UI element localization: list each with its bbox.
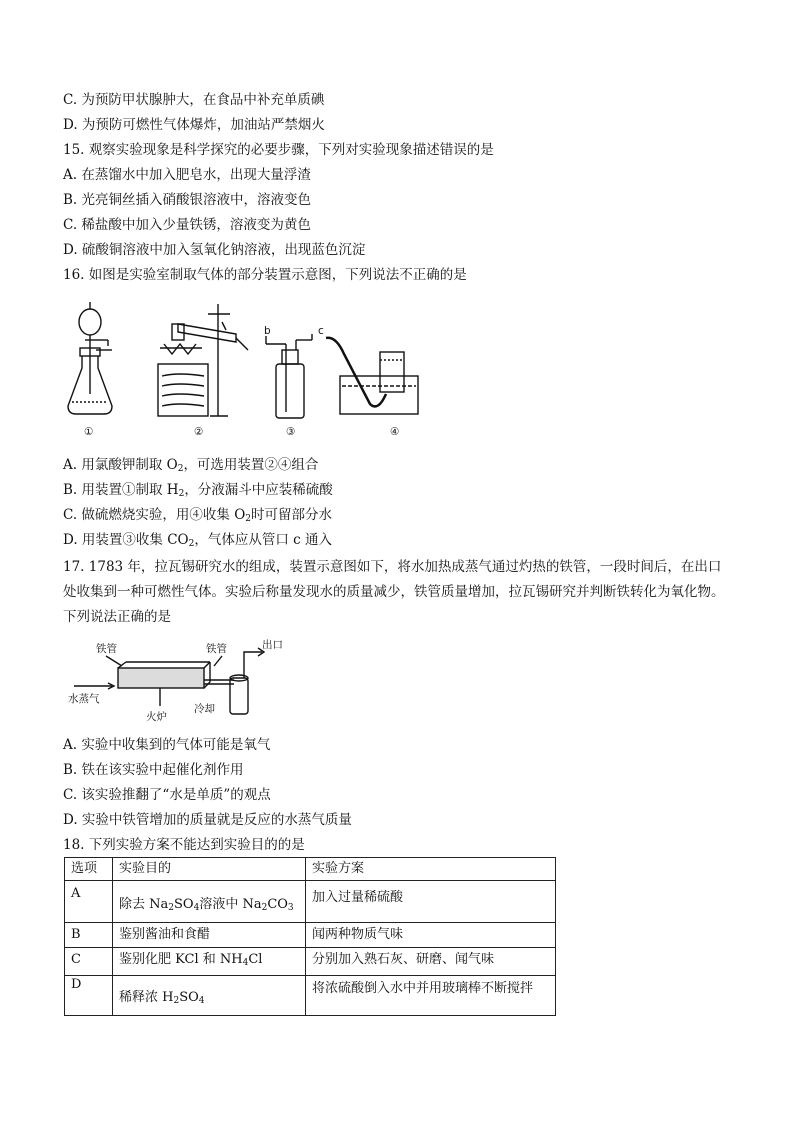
cell-option: A	[65, 881, 113, 923]
label-outlet: 出口	[262, 639, 283, 651]
table-row	[65, 923, 556, 948]
header-plan: 实验方案	[306, 858, 556, 881]
q15-option-b: B. 光亮铜丝插入硝酸银溶液中，溶液变色	[63, 192, 312, 208]
q15-option-d: D. 硫酸铜溶液中加入氢氧化钠溶液，出现蓝色沉淀	[63, 242, 366, 258]
cell-plan: 将浓硫酸倒入水中并用玻璃棒不断搅拌	[306, 976, 556, 1016]
q16-option-d: D. 用装置③收集 $CO_2$，气体应从管口 c 通入	[63, 532, 333, 549]
figure-label-3: ③	[286, 426, 296, 438]
cell-plan: 闻两种物质气味	[306, 923, 556, 948]
cell-purpose: 鉴别化肥 KCl 和 $NH_4Cl$	[113, 948, 306, 976]
apparatus-2-heating-tube	[158, 304, 248, 416]
label-steam: 水蒸气	[68, 693, 100, 705]
pipe-label-b: b	[264, 325, 271, 337]
header-purpose: 实验目的	[113, 858, 306, 881]
q15-option-a: A. 在蒸馏水中加入肥皂水，出现大量浮渣	[63, 167, 311, 183]
cell-purpose: 鉴别酱油和食醋	[113, 923, 306, 948]
figure-label-2: ②	[194, 426, 204, 438]
q16-option-c: C. 做硫燃烧实验，用④收集 $O_2$时可留部分水	[63, 507, 333, 524]
q17-option-d: D. 实验中铁管增加的质量就是反应的水蒸气质量	[63, 812, 352, 828]
q17-option-c: C. 该实验推翻了“水是单质”的观点	[63, 787, 271, 803]
q16-apparatus-figure	[60, 294, 420, 444]
cell-purpose: 稀释浓 $H_2SO_4$	[113, 976, 306, 1016]
label-iron-pipe-right: 铁管	[206, 643, 227, 655]
q17-lavoisier-figure	[66, 636, 306, 728]
q16-option-a: A. 用氯酸钾制取 $O_2$，可选用装置②④组合	[63, 457, 319, 474]
pipe-label-c: c	[318, 325, 324, 337]
apparatus-4-water-trough	[326, 338, 418, 414]
cell-purpose: 除去 $Na_2SO_4$溶液中 $Na_2CO_3$	[113, 881, 306, 923]
label-cooling: 冷却	[194, 703, 215, 715]
cell-option: B	[65, 923, 113, 948]
q14-option-c: C. 为预防甲状腺肿大，在食品中补充单质碘	[63, 92, 325, 108]
q15-stem: 15. 观察实验现象是科学探究的必要步骤，下列对实验现象描述错误的是	[63, 142, 494, 158]
cell-plan: 加入过量稀硫酸	[306, 881, 556, 923]
apparatus-3-wash-bottle	[266, 334, 312, 418]
table-row	[65, 948, 556, 976]
header-option: 选项	[65, 858, 113, 881]
table-row	[65, 976, 556, 1016]
q17-stem: 17. 1783 年，拉瓦锡研究水的组成，装置示意图如下，将水加热成蒸气通过灼热的铁管，一段时间后，在出口处收集到一种可燃性气体。实验后称量发现水的质量减少，铁管质量增加，拉瓦锡研究并判断铁转化为氧化物。下列说法正确的是	[63, 559, 725, 625]
table-row	[65, 881, 556, 923]
label-iron-pipe-left: 铁管	[96, 643, 117, 655]
apparatus-1-flask-funnel	[68, 302, 112, 414]
q16-stem: 16. 如图是实验室制取气体的部分装置示意图，下列说法不正确的是	[63, 267, 467, 283]
cell-plan: 分别加入熟石灰、研磨、闻气味	[306, 948, 556, 976]
q17-option-b: B. 铁在该实验中起催化剂作用	[63, 762, 244, 778]
q16-option-b: B. 用装置①制取 $H_2$，分液漏斗中应装稀硫酸	[63, 482, 333, 499]
q17-option-a: A. 实验中收集到的气体可能是氧气	[63, 737, 271, 753]
q18-stem: 18. 下列实验方案不能达到实验目的的是	[63, 837, 305, 853]
cell-option: D	[65, 976, 113, 1016]
q15-option-c: C. 稀盐酸中加入少量铁锈，溶液变为黄色	[63, 217, 311, 233]
q18-experiment-table	[64, 857, 556, 1016]
q14-option-d: D. 为预防可燃性气体爆炸，加油站严禁烟火	[63, 117, 325, 133]
table-header-row	[65, 858, 556, 881]
figure-label-1: ①	[84, 426, 94, 438]
cell-option: C	[65, 948, 113, 976]
figure-label-4: ④	[390, 426, 400, 438]
label-furnace: 火炉	[146, 711, 167, 723]
